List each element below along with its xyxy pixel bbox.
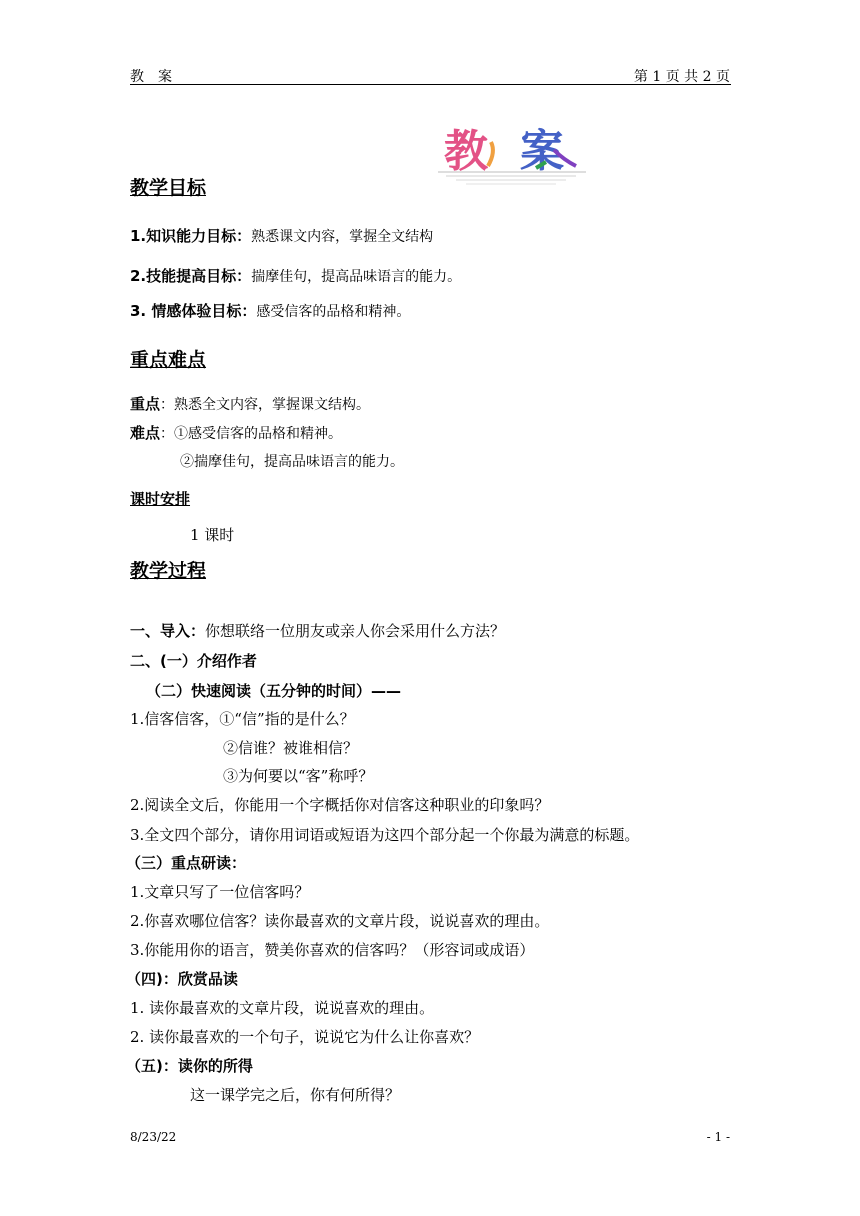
goal-item-3 bbox=[130, 300, 410, 321]
header-page-number: 第 1 页 共 2 页 bbox=[633, 69, 730, 85]
study-1: 1.文章只写了一位信客吗？ bbox=[130, 883, 310, 901]
goals-heading: 教学目标 bbox=[130, 177, 207, 199]
intro-label: 一、导入： bbox=[130, 622, 206, 640]
schedule-heading: 课时安排 bbox=[130, 490, 191, 508]
section-key-study: （三）重点研读： bbox=[126, 854, 247, 872]
study-2: 2.你喜欢哪位信客？读你最喜欢的文章片段，说说喜欢的理由。 bbox=[130, 912, 550, 930]
jiaoan-logo bbox=[436, 122, 586, 186]
study-3: 3.你能用你的语言，赞美你喜欢的信客吗？（形容词或成语） bbox=[130, 941, 535, 959]
footer-page: - 1 - bbox=[706, 1130, 730, 1144]
gains-text: 这一课学完之后，你有何所得？ bbox=[190, 1086, 401, 1104]
logo-char-1: 教 bbox=[444, 126, 488, 177]
section-gains: （五)：读你的所得 bbox=[126, 1057, 253, 1075]
footer-date: 8/23/22 bbox=[130, 1130, 177, 1144]
section-fast-reading: （二）快速阅读（五分钟的时间）—— bbox=[146, 682, 402, 700]
question-3: 3.全文四个部分，请你用词语或短语为这四个部分起一个你最为满意的标题。 bbox=[130, 826, 640, 844]
header-divider bbox=[130, 84, 731, 85]
goal-item-1 bbox=[130, 225, 433, 246]
question-1: 1.信客信客，①“信”指的是什么？ bbox=[130, 710, 355, 728]
difficulty-label: 难点 bbox=[130, 424, 161, 442]
appreciation-2: 2. 读你最喜欢的一个句子，说说它为什么让你喜欢？ bbox=[130, 1028, 480, 1046]
key-difficulty bbox=[130, 422, 342, 443]
section-author: 二、(一）介绍作者 bbox=[130, 652, 257, 670]
focus-text: ：熟悉全文内容，掌握课文结构。 bbox=[160, 397, 371, 413]
header-title: 教 案 bbox=[130, 69, 172, 85]
goal-label: 2.技能提高目标： bbox=[130, 267, 252, 285]
process-intro bbox=[130, 620, 505, 641]
key-focus bbox=[130, 393, 370, 414]
question-1c: ③为何要以“客”称呼？ bbox=[223, 767, 374, 785]
section-appreciation: （四)：欣赏品读 bbox=[126, 970, 238, 988]
difficulty-text-2: ②揣摩佳句，提高品味语言的能力。 bbox=[180, 454, 404, 470]
difficulty-text: ：①感受信客的品格和精神。 bbox=[160, 426, 343, 442]
goal-label: 3. 情感体验目标： bbox=[130, 302, 257, 320]
schedule-text: 1 课时 bbox=[190, 526, 235, 544]
goal-item-2 bbox=[130, 265, 461, 286]
goal-text: 熟悉课文内容，掌握全文结构 bbox=[251, 229, 434, 245]
question-2: 2.阅读全文后，你能用一个字概括你对信客这种职业的印象吗？ bbox=[130, 796, 550, 814]
appreciation-1: 1. 读你最喜欢的文章片段，说说喜欢的理由。 bbox=[130, 999, 435, 1017]
goal-label: 1.知识能力目标： bbox=[130, 227, 252, 245]
question-1b: ②信谁？被谁相信？ bbox=[223, 739, 359, 757]
key-heading: 重点难点 bbox=[130, 349, 207, 371]
intro-text: 你想联络一位朋友或亲人你会采用什么方法？ bbox=[205, 622, 506, 640]
goal-text: 揣摩佳句，提高品味语言的能力。 bbox=[251, 269, 462, 285]
goal-text: 感受信客的品格和精神。 bbox=[256, 304, 411, 320]
logo-char-2: 案 bbox=[520, 126, 564, 177]
focus-label: 重点 bbox=[130, 395, 161, 413]
process-heading: 教学过程 bbox=[130, 560, 207, 582]
